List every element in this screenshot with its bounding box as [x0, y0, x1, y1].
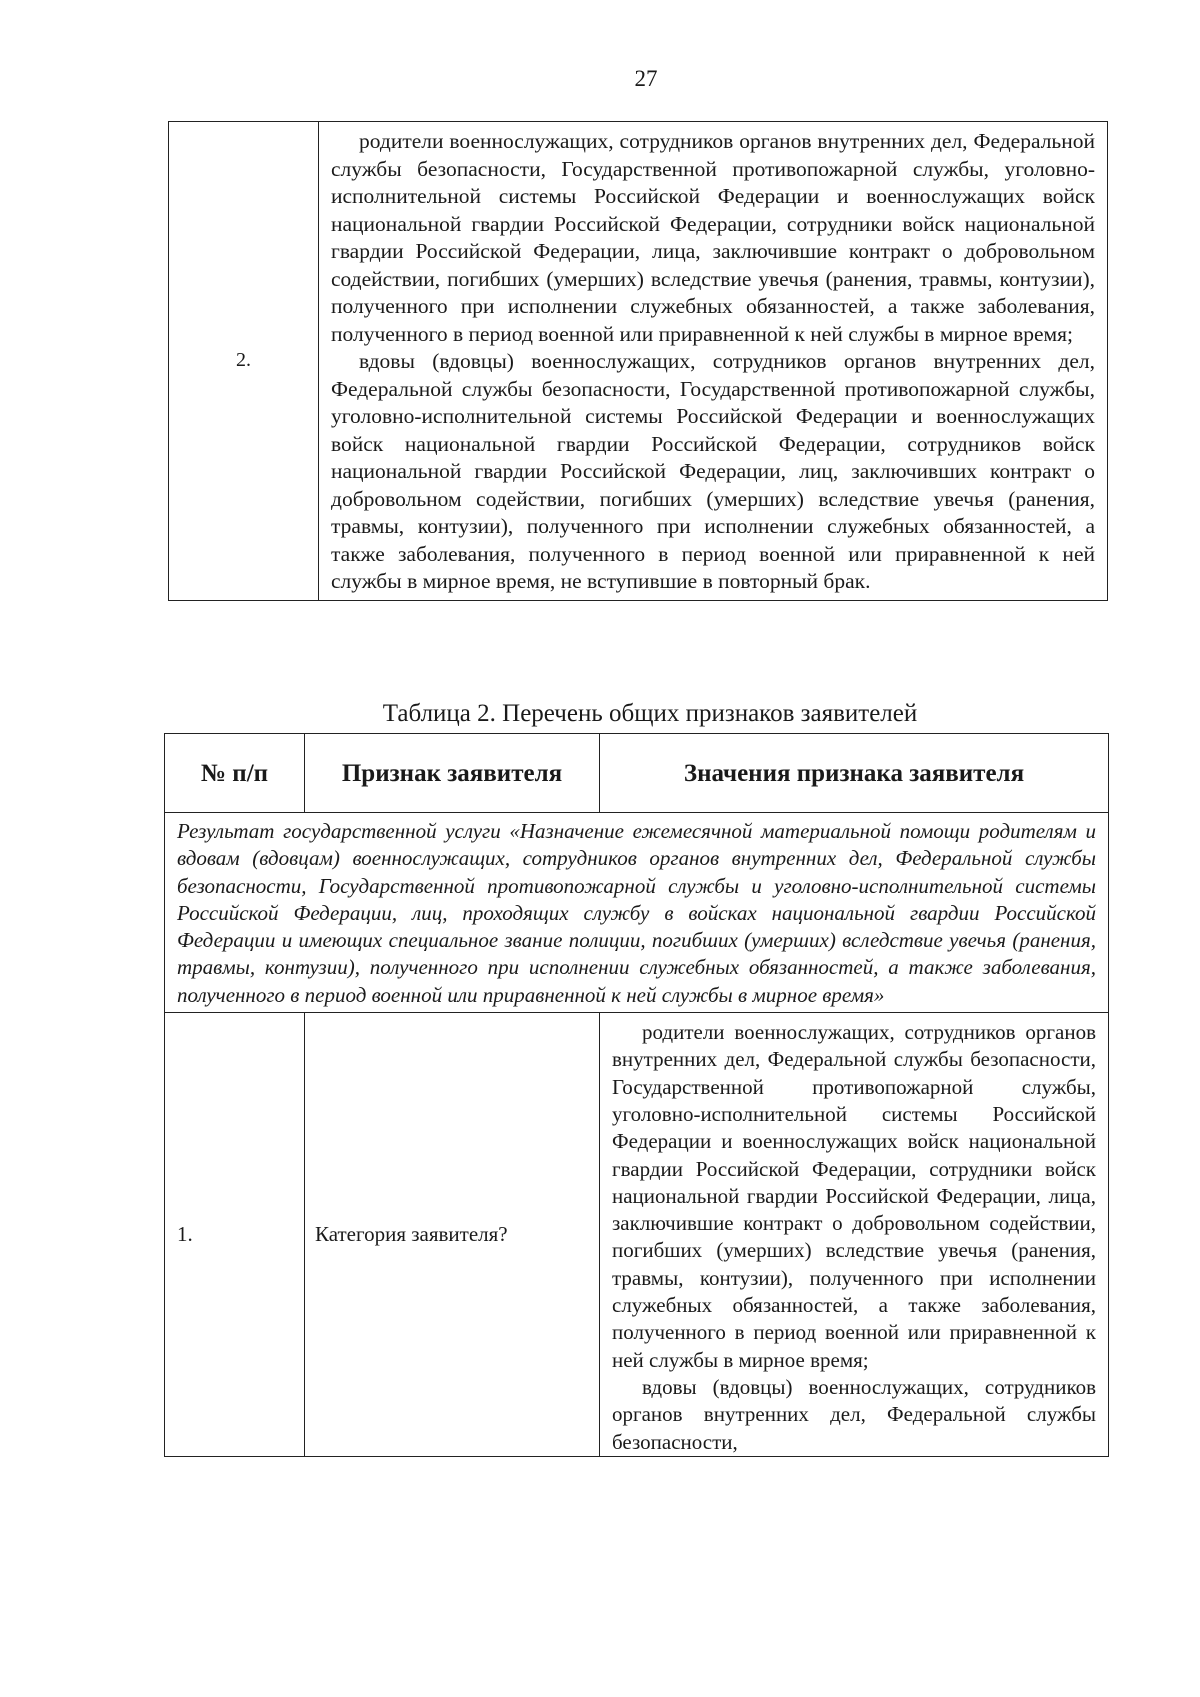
paragraph-widows: вдовы (вдовцы) военнослужащих, сотрудников органов внутренних дел, Федеральной службы безопасности, Государственной противопожарной службы, уголовно-исполнительной системы Российской Федерации и военнослужащих войск национальной гвардии Российской Федерации, сотрудников войск национальной гвардии Российской Федерации, лиц, заключивших контракт о добровольном содействии, погибших (умерших) вследствие увечья (ранения, травмы, контузии), полученного при исполнении служебных обязанностей, а также заболевания, полученного в период военной или приравненной к ней службы в мирное время, не вступившие в повторный брак.	[331, 349, 1095, 593]
header-number: № п/п	[165, 734, 305, 813]
page-number: 27	[634, 66, 658, 91]
value-widows: вдовы (вдовцы) военнослужащих, сотрудников органов внутренних дел, Федеральной службы безопасности,	[612, 1374, 1096, 1454]
table-row	[169, 122, 1108, 601]
header-values: Значения признака заявителя	[600, 734, 1109, 813]
table-row	[165, 1013, 1109, 1457]
value-parents: родители военнослужащих, сотрудников органов внутренних дел, Федеральной службы безопасности, Государственной противопожарной службы, уголовно-исполнительной системы Российской Федерации и военнослужащих войск национальной гвардии Российской Федерации, сотрудники войск национальной гвардии Российской Федерации, лица, заключившие контракт о добровольном содействии, погибших (умерших) вследствие увечья (ранения, травмы, контузии), полученного при исполнении служебных обязанностей, а также заболевания, полученного в период военной или приравненной к ней службы в мирное время;	[612, 1020, 1096, 1372]
continuation-table	[168, 121, 1108, 601]
row-number: 1.	[165, 1013, 305, 1457]
applicant-attributes-table	[164, 733, 1109, 1457]
row-values-cell	[600, 1013, 1109, 1457]
paragraph-parents: родители военнослужащих, сотрудников органов внутренних дел, Федеральной службы безопасности, Государственной противопожарной службы, уголовно-исполнительной системы Российской Федерации и военнослужащих войск национальной гвардии Российской Федерации, сотрудники войск национальной гвардии Российской Федерации, лица, заключившие контракт о добровольном содействии, погибших (умерших) вследствие увечья (ранения, травмы, контузии), полученного при исполнении служебных обязанностей, а также заболевания, полученного в период военной или приравненной к ней службы в мирное время;	[331, 129, 1095, 346]
result-cell	[165, 813, 1109, 1013]
header-attribute: Признак заявителя	[305, 734, 600, 813]
table-caption: Таблица 2. Перечень общих признаков заявителей	[382, 700, 918, 727]
row-values-text	[600, 1013, 1108, 1456]
description-cell	[319, 122, 1108, 601]
result-text: Результат государственной услуги «Назначение ежемесячной материальной помощи родителям и вдовам (вдовцам) военнослужащих, сотрудников органов внутренних дел, Федеральной службы безопасности, Государственной противопожарной службы и уголовно-исполнительной системы Российской Федерации, лиц, проходящих службу в войсках национальной гвардии Российской Федерации и имеющих специальное звание полиции, погибших (умерших) вследствие увечья (ранения, травмы, контузии), полученного при исполнении служебных обязанностей, а также заболевания, полученного в период военной или приравненной к ней службы в мирное время»	[177, 819, 1096, 1007]
header-row	[165, 734, 1109, 813]
result-row	[165, 813, 1109, 1013]
description-text	[319, 122, 1107, 600]
row-attribute: Категория заявителя?	[305, 1013, 600, 1457]
row-number: 2.	[169, 122, 319, 601]
